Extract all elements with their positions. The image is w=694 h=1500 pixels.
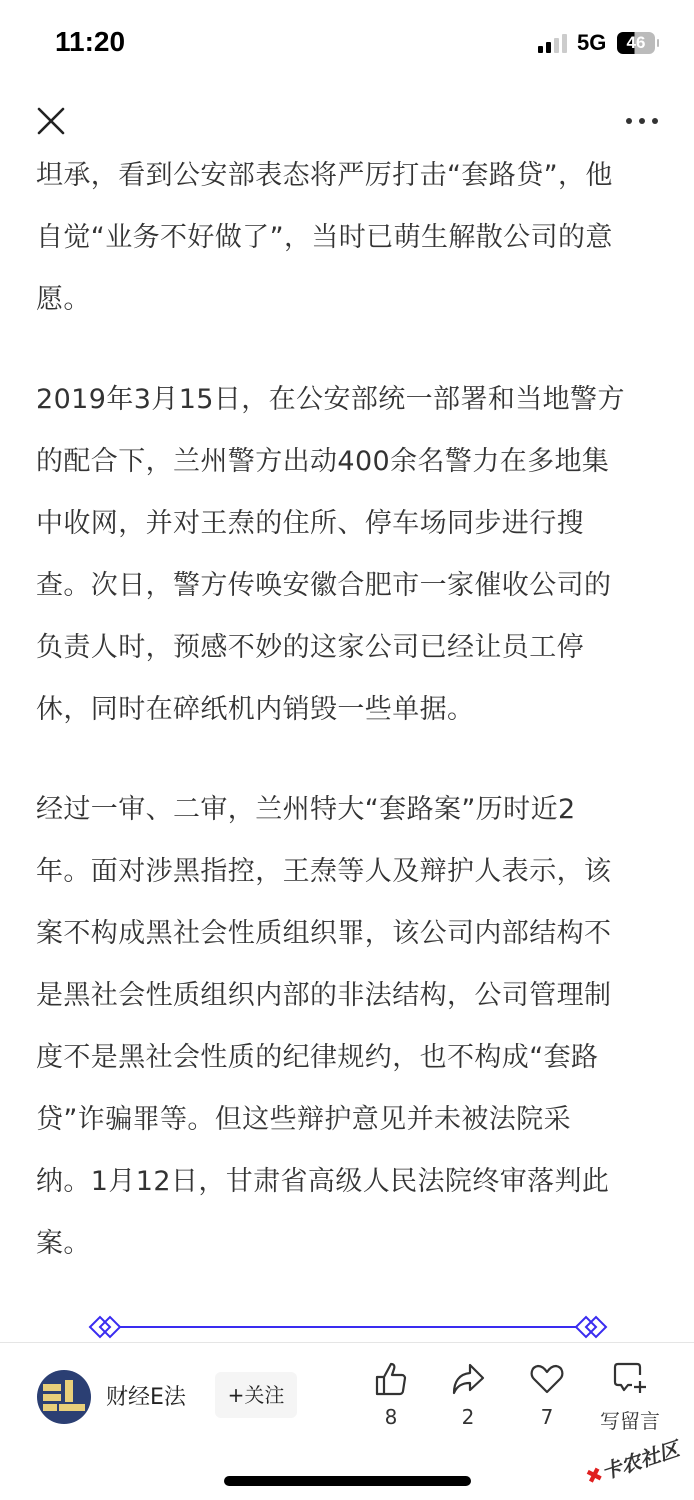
status-time: 11:20 <box>55 26 126 57</box>
article-paragraph <box>36 150 666 336</box>
paragraph-line: 度不是黑社会性质的纪律规约，也不构成“套路 <box>36 1042 599 1073</box>
status-bar <box>0 0 694 80</box>
decorative-divider <box>88 1314 608 1340</box>
paragraph-line: 愿。 <box>36 284 91 315</box>
bottom-action-bar <box>0 1342 694 1442</box>
like-count: 8 <box>384 1405 398 1429</box>
share-count: 2 <box>461 1405 475 1429</box>
comment-add-icon <box>612 1361 648 1397</box>
favorite-count: 7 <box>540 1405 554 1429</box>
paragraph-line: 坦承，看到公安部表态将严厉打击“套路贷”，他 <box>36 160 613 191</box>
signal-icon <box>538 33 567 53</box>
favorite-button[interactable] <box>512 1361 582 1429</box>
thumbs-up-icon <box>373 1361 409 1397</box>
paragraph-line: 的配合下，兰州警方出动400余名警力在多地集 <box>36 446 610 477</box>
paragraph-line: 案不构成黑社会性质组织罪，该公司内部结构不 <box>36 918 612 949</box>
author-name[interactable]: 财经E法 <box>106 1385 186 1410</box>
article-body <box>36 150 666 1318</box>
more-options-button[interactable] <box>626 118 658 124</box>
battery-icon: 46 <box>617 32 655 54</box>
share-button[interactable] <box>433 1361 503 1429</box>
paragraph-line: 中收网，并对王焘的住所、停车场同步进行搜 <box>36 508 584 539</box>
write-comment-button[interactable] <box>590 1361 670 1434</box>
paragraph-line: 年。面对涉黑指控，王焘等人及辩护人表示，该 <box>36 856 612 887</box>
paragraph-line: 案。 <box>36 1228 91 1259</box>
watermark: ✖卡农社区 <box>582 1436 683 1490</box>
paragraph-line: 是黑社会性质组织内部的非法结构，公司管理制 <box>36 980 612 1011</box>
share-icon <box>450 1361 486 1397</box>
home-indicator[interactable] <box>224 1476 471 1486</box>
paragraph-line: 查。次日，警方传唤安徽合肥市一家催收公司的 <box>36 570 612 601</box>
paragraph-line: 纳。1月12日，甘肃省高级人民法院终审落判此 <box>36 1166 610 1197</box>
write-comment-label: 写留言 <box>600 1409 660 1433</box>
author-avatar[interactable] <box>37 1370 91 1424</box>
like-button[interactable] <box>356 1361 426 1429</box>
paragraph-line: 休，同时在碎纸机内销毁一些单据。 <box>36 694 475 725</box>
follow-button[interactable]: +关注 <box>215 1372 297 1418</box>
article-paragraph <box>36 374 666 746</box>
heart-icon <box>529 1361 565 1397</box>
paragraph-line: 自觉“业务不好做了”，当时已萌生解散公司的意 <box>36 222 613 253</box>
paragraph-line: 2019年3月15日，在公安部统一部署和当地警方 <box>36 384 625 415</box>
article-paragraph <box>36 784 666 1280</box>
close-button[interactable] <box>36 106 66 136</box>
close-icon <box>36 106 66 136</box>
paragraph-line: 贷”诈骗罪等。但这些辩护意见并未被法院采 <box>36 1104 571 1135</box>
paragraph-line: 负责人时，预感不妙的这家公司已经让员工停 <box>36 632 584 663</box>
paragraph-line: 经过一审、二审，兰州特大“套路案”历时近2 <box>36 794 576 825</box>
network-type: 5G <box>577 30 607 55</box>
